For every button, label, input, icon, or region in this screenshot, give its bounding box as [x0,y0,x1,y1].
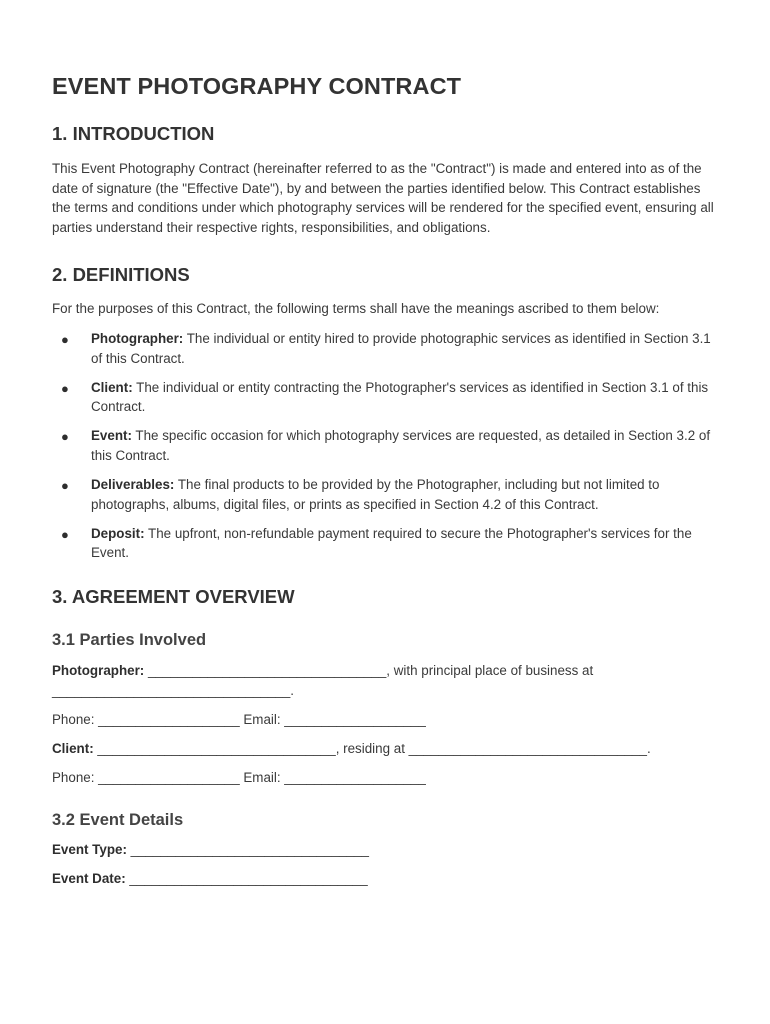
definitions-heading: 2. DEFINITIONS [52,264,190,286]
event-date-field[interactable] [52,869,718,889]
client-label: Client: [52,740,94,756]
photographer-label: Photographer: [52,662,145,678]
definition-item-deposit [52,524,718,563]
photographer-blank[interactable]: ________________________________, with principal place of business at ________________________________. [52,662,594,698]
event-type-blank[interactable]: ________________________________ [126,841,369,857]
definition-term: Client: [91,379,133,395]
definition-term: Deliverables: [91,477,175,493]
bullet-icon: ● [61,526,69,542]
bullet-icon: ● [61,429,69,445]
definition-text: The final products to be provided by the Photographer, including but not limited to photographs, albums, digital files, or prints as specified in Section 4.2 of this Contract. [91,477,660,512]
event-date-blank[interactable]: ________________________________ [125,871,368,887]
bullet-icon: ● [61,380,69,396]
introduction-heading: 1. INTRODUCTION [52,123,215,144]
definition-item-client [52,378,718,417]
client-blank[interactable]: ________________________________, residing at ________________________________. [93,740,651,756]
bullet-icon: ● [61,478,69,494]
photographer-field[interactable] [52,661,718,700]
definition-text: The specific occasion for which photography services are requested, as detailed in Section 3.2 of this Contract. [91,428,711,463]
client-field[interactable] [52,739,718,759]
definition-item-photographer [52,329,718,368]
client-contact-field[interactable]: Phone: ___________________ Email: ___________________ [52,770,426,786]
definition-item-deliverables [52,475,718,514]
event-type-field[interactable] [52,840,718,860]
definition-text: The individual or entity contracting the Photographer's services as identified in Section 3.1 of this Contract. [91,379,709,415]
parties-involved-heading: 3.1 Parties Involved [52,630,207,649]
introduction-section [52,123,718,237]
document-title: EVENT PHOTOGRAPHY CONTRACT [52,73,462,99]
agreement-overview-heading: 3. AGREEMENT OVERVIEW [52,585,295,607]
definition-text: The individual or entity hired to provide photographic services as identified in Section 3.1 of this Contract. [91,330,711,366]
event-details-heading: 3.2 Event Details [52,810,184,829]
agreement-overview-section [52,586,718,889]
definitions-intro: For the purposes of this Contract, the following terms shall have the meanings ascribed to them below: [52,301,660,317]
event-type-label: Event Type: [52,841,127,857]
definition-term: Photographer: [91,330,184,346]
definition-term: Deposit: [91,525,145,541]
bullet-icon: ● [61,331,69,347]
photographer-contact-field[interactable]: Phone: ___________________ Email: ___________________ [52,711,426,727]
event-date-label: Event Date: [52,871,126,887]
definition-item-event [52,426,718,465]
definition-text: The upfront, non-refundable payment required to secure the Photographer's services for the Event. [91,525,692,561]
definitions-list [52,329,718,563]
introduction-paragraph: This Event Photography Contract (hereinafter referred to as the "Contract") is made and entered into as of the date of signature (the "Effective Date"), by and between the parties identified below. This Contract establishes the terms and conditions under which photography services will be rendered for the specified event, ensuring all parties understand their respective rights, responsibilities, and obligations. [52,161,714,235]
definition-term: Event: [91,428,132,444]
definitions-section [52,264,718,563]
